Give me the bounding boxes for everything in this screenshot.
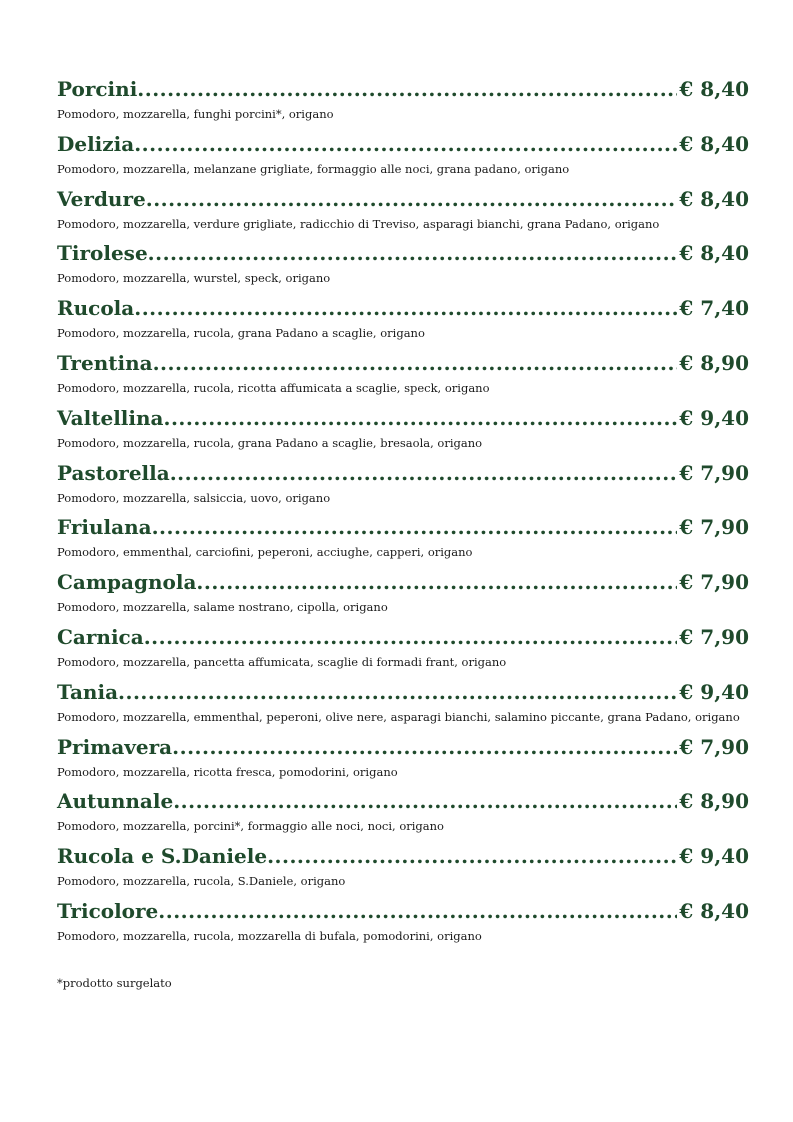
- pizza-ingredients: Pomodoro, mozzarella, rucola, ricotta affumicata a scaglie, speck, origano: [57, 380, 490, 395]
- pizza-name: Trentina: [57, 350, 153, 375]
- dot-leader: [267, 841, 677, 872]
- menu-item: [57, 238, 749, 293]
- menu-item-title-row: [57, 786, 749, 817]
- pizza-name: Delizia: [57, 131, 135, 156]
- menu-item: [57, 403, 749, 458]
- pizza-name: Primavera: [57, 734, 173, 759]
- menu-item-title-row: [57, 458, 749, 489]
- menu-item: [57, 677, 749, 732]
- menu-item-title-row: [57, 403, 749, 434]
- pizza-price: € 8,40: [679, 898, 749, 923]
- menu-item: [57, 458, 749, 513]
- pizza-price: € 7,90: [679, 570, 749, 595]
- pizza-price: € 7,90: [679, 734, 749, 759]
- menu-item-title-row: [57, 129, 749, 160]
- pizza-name: Porcini: [57, 77, 138, 101]
- dot-leader: [152, 512, 678, 543]
- pizza-price: € 7,90: [679, 515, 749, 540]
- pizza-ingredients: Pomodoro, mozzarella, rucola, grana Padano a scaglie, bresaola, origano: [57, 435, 483, 450]
- menu-item: [57, 512, 749, 567]
- menu-item-title-row: [57, 677, 749, 708]
- menu-item-title-row: [57, 348, 749, 379]
- menu-item: [57, 622, 749, 677]
- pizza-price: € 7,90: [679, 460, 749, 485]
- menu-item: [57, 129, 749, 184]
- pizza-name: Pastorella: [57, 460, 170, 485]
- menu-item: [57, 184, 749, 239]
- pizza-price: € 8,90: [679, 350, 749, 375]
- dot-leader: [158, 896, 677, 927]
- pizza-ingredients: Pomodoro, mozzarella, salame nostrano, cipolla, origano: [57, 600, 388, 615]
- menu-item: [57, 732, 749, 787]
- pizza-name: Rucola: [57, 296, 135, 321]
- menu-item-title-row: [57, 184, 749, 215]
- dot-leader: [196, 567, 677, 598]
- menu-item-title-row: [57, 841, 749, 872]
- pizza-ingredients: Pomodoro, mozzarella, funghi porcini*, origano: [57, 107, 334, 121]
- pizza-name: Carnica: [57, 624, 144, 649]
- pizza-price: € 9,40: [679, 844, 749, 869]
- dot-leader: [118, 677, 677, 708]
- pizza-name: Tania: [57, 679, 119, 704]
- pizza-price: € 8,40: [679, 131, 749, 156]
- menu-item: [57, 74, 749, 129]
- dot-leader: [144, 622, 678, 653]
- pizza-ingredients: Pomodoro, mozzarella, wurstel, speck, origano: [57, 271, 331, 286]
- pizza-ingredients: Pomodoro, mozzarella, salsiccia, uovo, origano: [57, 490, 331, 505]
- pizza-price: € 8,40: [679, 241, 749, 266]
- menu-item-title-row: [57, 74, 749, 105]
- dot-leader: [137, 74, 677, 105]
- menu-item-title-row: [57, 293, 749, 324]
- pizza-ingredients: Pomodoro, mozzarella, melanzane grigliate, formaggio alle noci, grana padano, origano: [57, 161, 570, 176]
- dot-leader: [172, 732, 677, 763]
- menu-item: [57, 786, 749, 841]
- menu-item: [57, 348, 749, 403]
- pizza-ingredients: Pomodoro, mozzarella, verdure grigliate, radicchio di Treviso, asparagi bianchi, grana Padano, origano: [57, 216, 660, 231]
- pizza-ingredients: Pomodoro, mozzarella, emmenthal, peperoni, olive nere, asparagi bianchi, salamino piccante, grana Padano, origano: [57, 709, 740, 724]
- menu-item-title-row: [57, 238, 749, 269]
- menu-item-title-row: [57, 732, 749, 763]
- dot-leader: [148, 238, 678, 269]
- menu-item-title-row: [57, 896, 749, 927]
- pizza-ingredients: Pomodoro, mozzarella, porcini*, formaggio alle noci, noci, origano: [57, 819, 444, 834]
- dot-leader: [164, 403, 678, 434]
- pizza-price: € 7,40: [679, 296, 749, 321]
- dot-leader: [134, 293, 677, 324]
- menu-item-title-row: [57, 567, 749, 598]
- pizza-price: € 8,90: [679, 789, 749, 814]
- pizza-name: Autunnale: [57, 789, 174, 814]
- pizza-ingredients: Pomodoro, mozzarella, rucola, S.Daniele, origano: [57, 874, 346, 889]
- dot-leader: [134, 129, 677, 160]
- pizza-price: € 9,40: [679, 679, 749, 704]
- pizza-price: € 8,40: [679, 77, 749, 101]
- pizza-ingredients: Pomodoro, emmenthal, carciofini, peperoni, acciughe, capperi, origano: [57, 545, 473, 560]
- pizza-price: € 9,40: [679, 405, 749, 430]
- pizza-ingredients: Pomodoro, mozzarella, pancetta affumicata, scaglie di formadi frant, origano: [57, 654, 507, 669]
- dot-leader: [173, 786, 677, 817]
- footnote: *prodotto surgelato: [57, 976, 172, 990]
- pizza-ingredients: Pomodoro, mozzarella, rucola, grana Padano a scaglie, origano: [57, 326, 425, 341]
- pizza-name: Valtellina: [57, 405, 164, 430]
- pizza-name: Tricolore: [57, 898, 159, 923]
- pizza-ingredients: Pomodoro, mozzarella, ricotta fresca, pomodorini, origano: [57, 764, 398, 779]
- pizza-name: Friulana: [57, 515, 152, 540]
- menu-item: [57, 293, 749, 348]
- menu-item-title-row: [57, 622, 749, 653]
- pizza-name: Tirolese: [57, 241, 148, 266]
- pizza-menu-list: [57, 74, 749, 951]
- pizza-name: Rucola e S.Daniele: [57, 844, 268, 869]
- dot-leader: [170, 458, 678, 489]
- dot-leader: [153, 348, 678, 379]
- pizza-price: € 7,90: [679, 624, 749, 649]
- pizza-price: € 8,40: [679, 186, 749, 211]
- menu-item: [57, 567, 749, 622]
- pizza-name: Campagnola: [57, 570, 197, 595]
- menu-item: [57, 896, 749, 951]
- menu-item: [57, 841, 749, 896]
- menu-item-title-row: [57, 512, 749, 543]
- dot-leader: [146, 184, 678, 215]
- pizza-name: Verdure: [57, 186, 146, 211]
- pizza-ingredients: Pomodoro, mozzarella, rucola, mozzarella di bufala, pomodorini, origano: [57, 928, 482, 943]
